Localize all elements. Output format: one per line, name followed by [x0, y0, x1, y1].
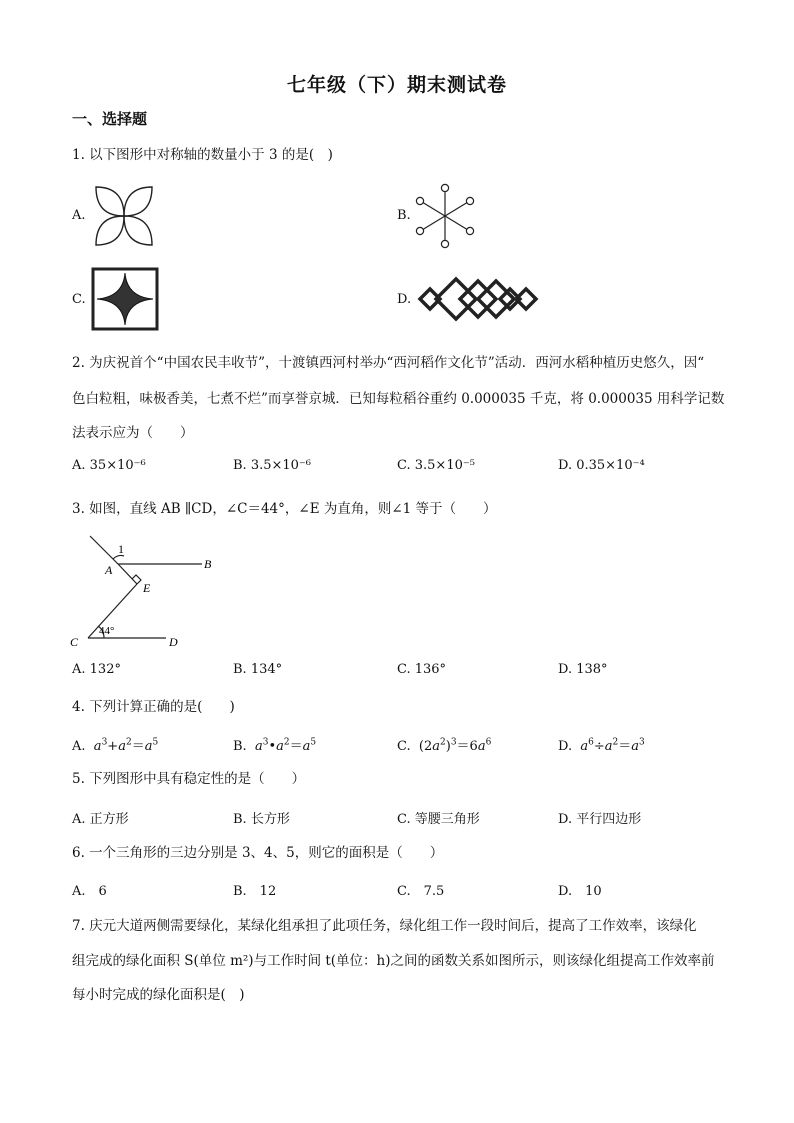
point-c-label: C: [70, 635, 79, 649]
q4-option-d-expr: $a^6\div a^2=a^3$: [580, 737, 645, 754]
q4-option-c-label: C.: [397, 739, 411, 754]
angle-44-label: 44°: [99, 625, 115, 637]
point-b-label: B: [204, 557, 212, 571]
point-a-label: A: [105, 563, 113, 577]
q2-line-3: 法表示应为（ ）: [72, 425, 194, 441]
q2-line-2: 色白粒粗，味极香美，七煮不烂”而享誉京城．已知每粒稻谷重约 0.000035 千克，将 0.000035 用科学记数: [72, 391, 725, 407]
section-heading: 一、选择题: [72, 110, 148, 128]
q4-stem: 4. 下列计算正确的是( ): [72, 699, 235, 715]
q4-option-c-expr: $(2a^2)^3=6a^6$: [418, 737, 492, 754]
q5-option-d: D. 平行四边形: [558, 812, 642, 827]
q1-option-d-label: D.: [397, 292, 412, 307]
q6-option-b: B. 12: [233, 884, 277, 899]
q3-option-a: A. 132°: [72, 662, 121, 677]
q4-option-b-label: B.: [233, 739, 247, 754]
q5-option-b: B. 长方形: [233, 812, 290, 827]
q5-option-c: C. 等腰三角形: [397, 812, 480, 827]
flower-figure: [90, 185, 158, 247]
page-title: 七年级（下）期末测试卷: [286, 74, 507, 96]
q1-option-a-label: A.: [72, 208, 86, 223]
q6-option-a: A. 6: [72, 884, 107, 899]
q4-option-c: [397, 735, 491, 754]
point-e-label: E: [143, 581, 151, 595]
q7-line-2: 组完成的绿化面积 S(单位 m²)与工作时间 t(单位：h)之间的函数关系如图所示，则该绿化组提高工作效率前: [72, 953, 715, 969]
q6-option-c: C. 7.5: [397, 884, 445, 899]
q3-option-b: B. 134°: [233, 662, 283, 677]
q6-stem: 6. 一个三角形的三边分别是 3、4、5，则它的面积是（ ）: [72, 845, 444, 861]
q1-option-c-label: C.: [72, 292, 86, 307]
q5-stem: 5. 下列图形中具有稳定性的是（ ）: [72, 771, 306, 787]
q4-option-b-expr: $a^3•a^2=a^5$: [254, 737, 317, 754]
q1-option-b-label: B.: [397, 208, 411, 223]
q2-line-1: 2. 为庆祝首个“中国农民丰收节”，十渡镇西河村举办“西河稻作文化节”活动．西河水稻种植历史悠久，因“: [72, 355, 705, 371]
q2-option-d: D. 0.35×10⁻⁴: [558, 458, 645, 473]
q4-option-a-label: A.: [72, 739, 86, 754]
q4-option-b: [233, 735, 316, 754]
q5-option-a: A. 正方形: [72, 812, 129, 827]
q3-stem: 3. 如图，直线 AB ∥CD，∠C＝44°，∠E 为直角，则∠1 等于（ ）: [72, 501, 497, 517]
q3-option-c: C. 136°: [397, 662, 447, 677]
parallel-lines-figure: [66, 532, 226, 656]
q4-option-a-expr: $a^3+a^2=a^5$: [93, 737, 159, 754]
q2-option-c: C. 3.5×10⁻⁵: [397, 458, 475, 473]
q1-stem: 1. 以下图形中对称轴的数量小于 3 的是( ): [72, 147, 333, 163]
q6-option-d: D. 10: [558, 884, 602, 899]
point-d-label: D: [169, 635, 178, 649]
snowflake-figure: [414, 183, 476, 249]
q2-option-b: B. 3.5×10⁻⁶: [233, 458, 311, 473]
q4-option-d: [558, 735, 645, 754]
angle-1-label: 1: [118, 542, 124, 556]
q7-line-1: 7. 庆元大道两侧需要绿化，某绿化组承担了此项任务，绿化组工作一段时间后，提高了工作效率，该绿化: [72, 918, 697, 934]
q4-option-a: [72, 735, 158, 754]
q7-line-3: 每小时完成的绿化面积是( ): [72, 987, 245, 1003]
q4-option-d-label: D.: [558, 739, 573, 754]
diamond-chain-figure: [416, 271, 540, 327]
star-square-figure: [91, 267, 159, 331]
q2-option-a: A. 35×10⁻⁶: [72, 458, 146, 473]
q3-option-d: D. 138°: [558, 662, 608, 677]
